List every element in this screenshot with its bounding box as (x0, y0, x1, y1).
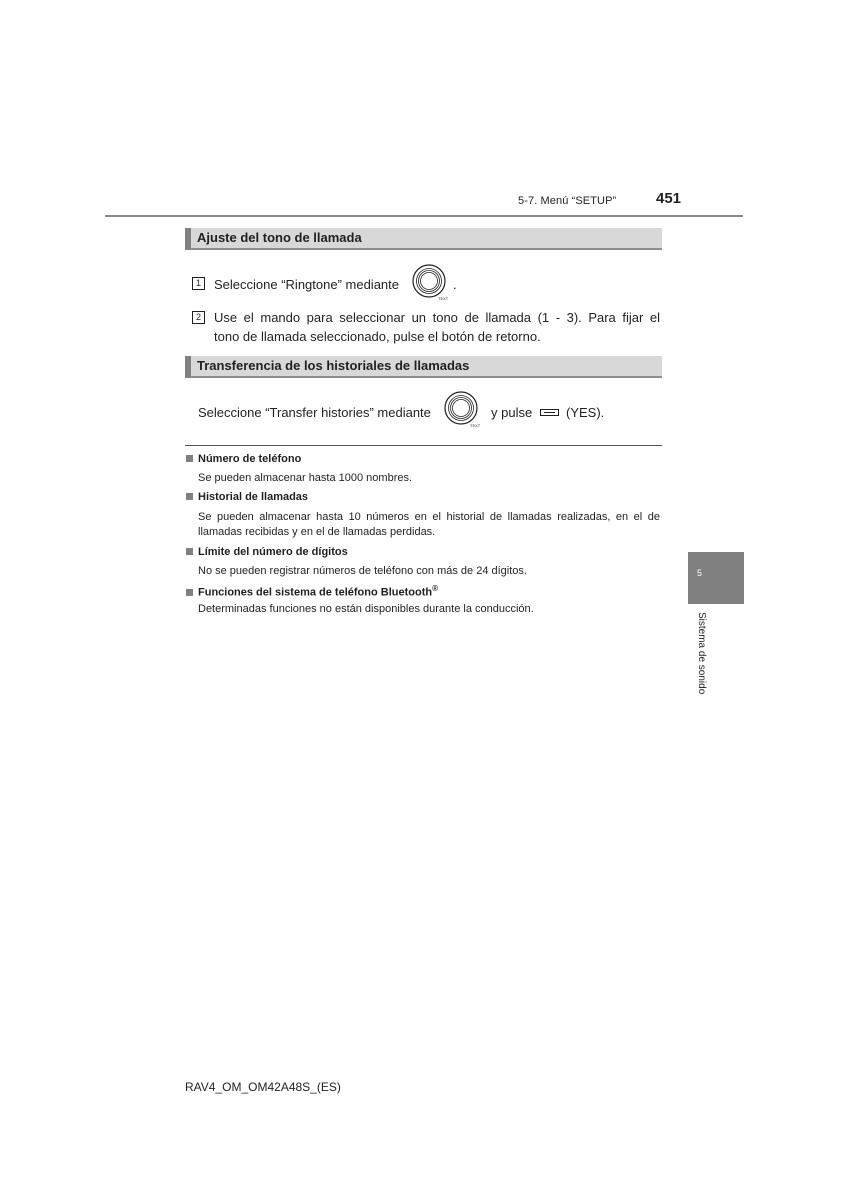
step-1-text: Seleccione “Ringtone” mediante (214, 277, 399, 292)
header-rule (105, 215, 743, 217)
note-heading-bluetooth: Funciones del sistema de teléfono Bluetooth® (186, 584, 438, 599)
bullet-square-icon (186, 589, 193, 596)
controller-knob-icon (411, 263, 453, 301)
section-accent (185, 228, 191, 250)
note-text-call-history: Se pueden almacenar hasta 10 números en el historial de llamadas realizadas, en el de llamadas recibidas y en el de llamadas perdidas. (198, 511, 660, 538)
bullet-square-icon (186, 455, 193, 462)
step-1-period: . (453, 277, 457, 292)
bullet-square-icon (186, 548, 193, 555)
section-title: Transferencia de los historiales de llamadas (197, 358, 470, 373)
footer-doc-code: RAV4_OM_OM42A48S_(ES) (185, 1080, 341, 1094)
knob-label: TEXT (438, 296, 449, 301)
chapter-label: Sistema de sonido (696, 612, 707, 695)
note-text-bluetooth: Determinadas funciones no están disponibles durante la conducción. (198, 603, 534, 615)
note-text-phone-number: Se pueden almacenar hasta 1000 nombres. (198, 472, 413, 484)
controller-knob-icon (443, 390, 485, 428)
yes-button-icon (540, 409, 559, 416)
note-text-digit-limit: No se pueden registrar números de teléfono con más de 24 dígitos. (198, 565, 527, 577)
transfer-press-text: y pulse (491, 405, 533, 420)
note-heading-digit-limit: Límite del número de dígitos (186, 546, 348, 558)
section-heading-ringtone (185, 228, 662, 250)
bullet-square-icon (186, 493, 193, 500)
section-heading-transfer (185, 356, 662, 378)
transfer-instruction: Seleccione “Transfer histories” mediante (198, 405, 431, 420)
page-number: 451 (656, 190, 682, 207)
notes-divider (185, 445, 662, 446)
knob-label: TEXT (470, 423, 481, 428)
note-heading-call-history: Historial de llamadas (186, 491, 308, 503)
transfer-yes-text: (YES). (566, 405, 605, 420)
step-2-line-2: tono de llamada seleccionado, pulse el botón de retorno. (214, 329, 541, 344)
step-2-line-1: Use el mando para seleccionar un tono de llamada (1 - 3). Para fijar el (214, 310, 660, 325)
note-heading-phone-number: Número de teléfono (186, 453, 301, 465)
section-title: Ajuste del tono de llamada (197, 230, 362, 245)
step-number-2: 2 (192, 311, 205, 324)
chapter-number: 5 (697, 568, 703, 578)
step-number-1: 1 (192, 277, 205, 290)
section-accent (185, 356, 191, 378)
running-header-section: 5-7. Menú “SETUP” (518, 195, 617, 207)
chapter-tab (688, 552, 744, 604)
